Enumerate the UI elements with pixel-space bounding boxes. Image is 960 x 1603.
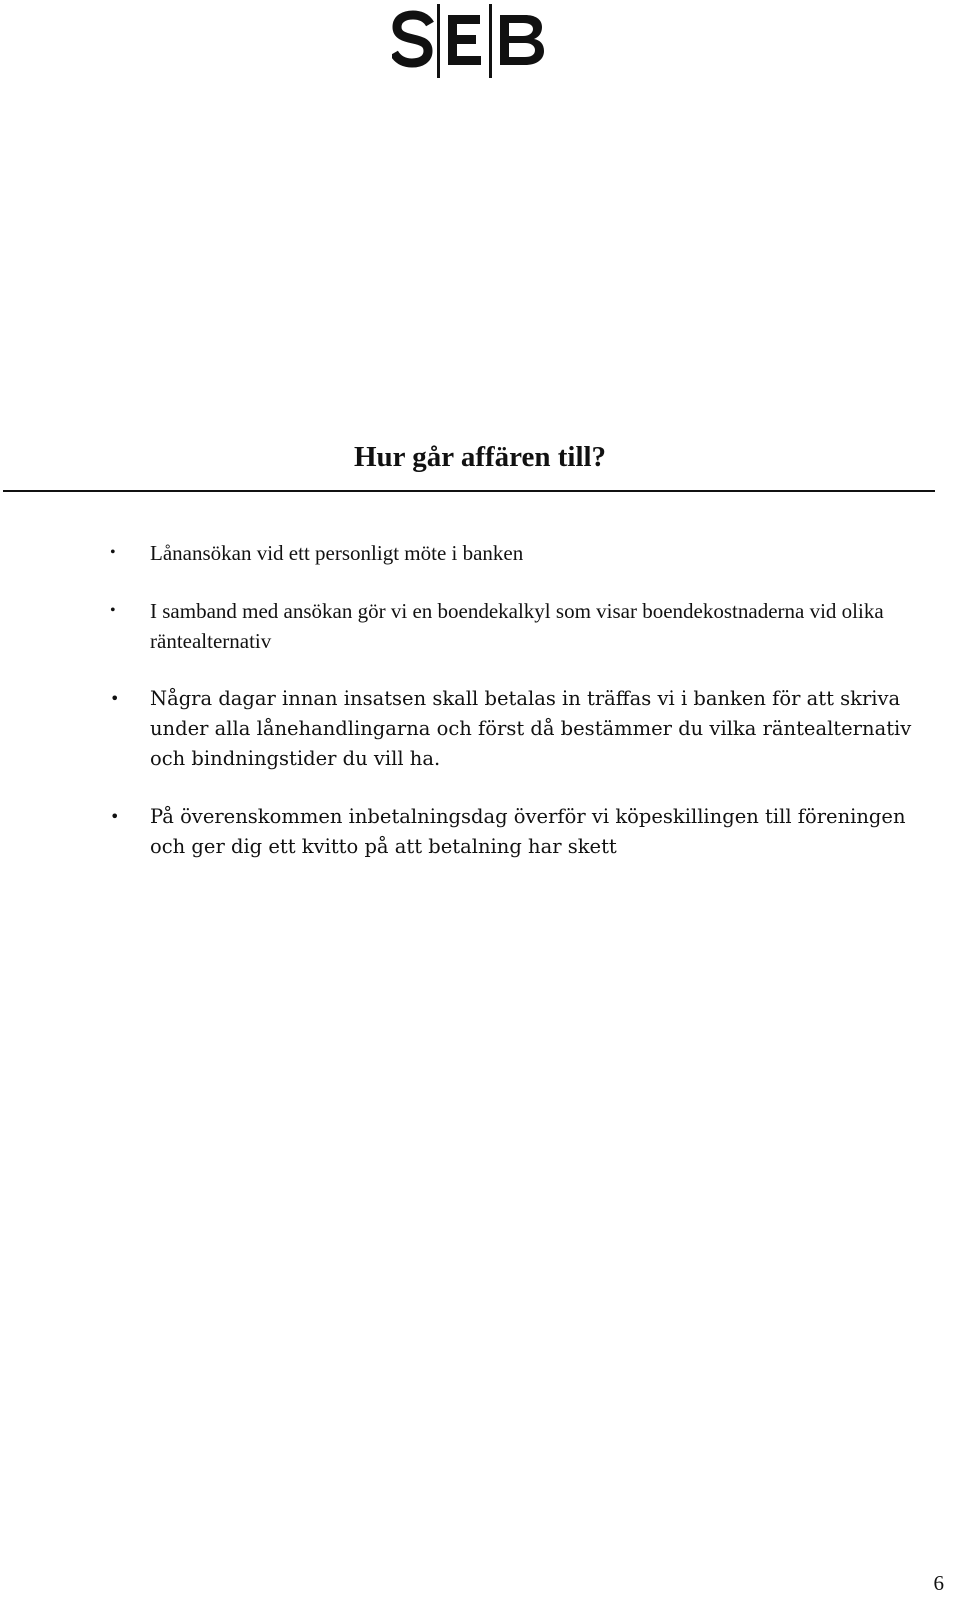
list-item [0, 596, 960, 656]
slide-title: Hur går affären till? [353, 441, 607, 473]
list-item [0, 684, 960, 774]
seb-logo-icon [392, 4, 562, 78]
bullet-list [0, 538, 960, 890]
bullet-text: På överenskommen inbetalningsdag överför vi köpeskillingen till föreningen och ger dig ett kvitto på att betalning har skett [150, 805, 906, 858]
page-number: 6 [933, 1571, 944, 1595]
bullet-text: Lånansökan vid ett personligt möte i banken [150, 541, 524, 565]
bullet-text: I samband med ansökan gör vi en boendekalkyl som visar boendekostnaderna vid olika räntealternativ [150, 599, 884, 653]
seb-logo [392, 4, 562, 78]
bullet-icon: • [110, 807, 120, 826]
bullet-icon: • [110, 689, 120, 708]
list-item [0, 802, 960, 862]
bullet-icon: • [110, 602, 116, 619]
bullet-icon: • [110, 544, 116, 561]
title-divider [3, 490, 935, 492]
bullet-text: Några dagar innan insatsen skall betalas in träffas vi i banken för att skriva under alla lånehandlingarna och först då bestämmer du vilka räntealternativ och bindningstider du vill ha. [150, 687, 912, 770]
list-item [0, 538, 960, 568]
